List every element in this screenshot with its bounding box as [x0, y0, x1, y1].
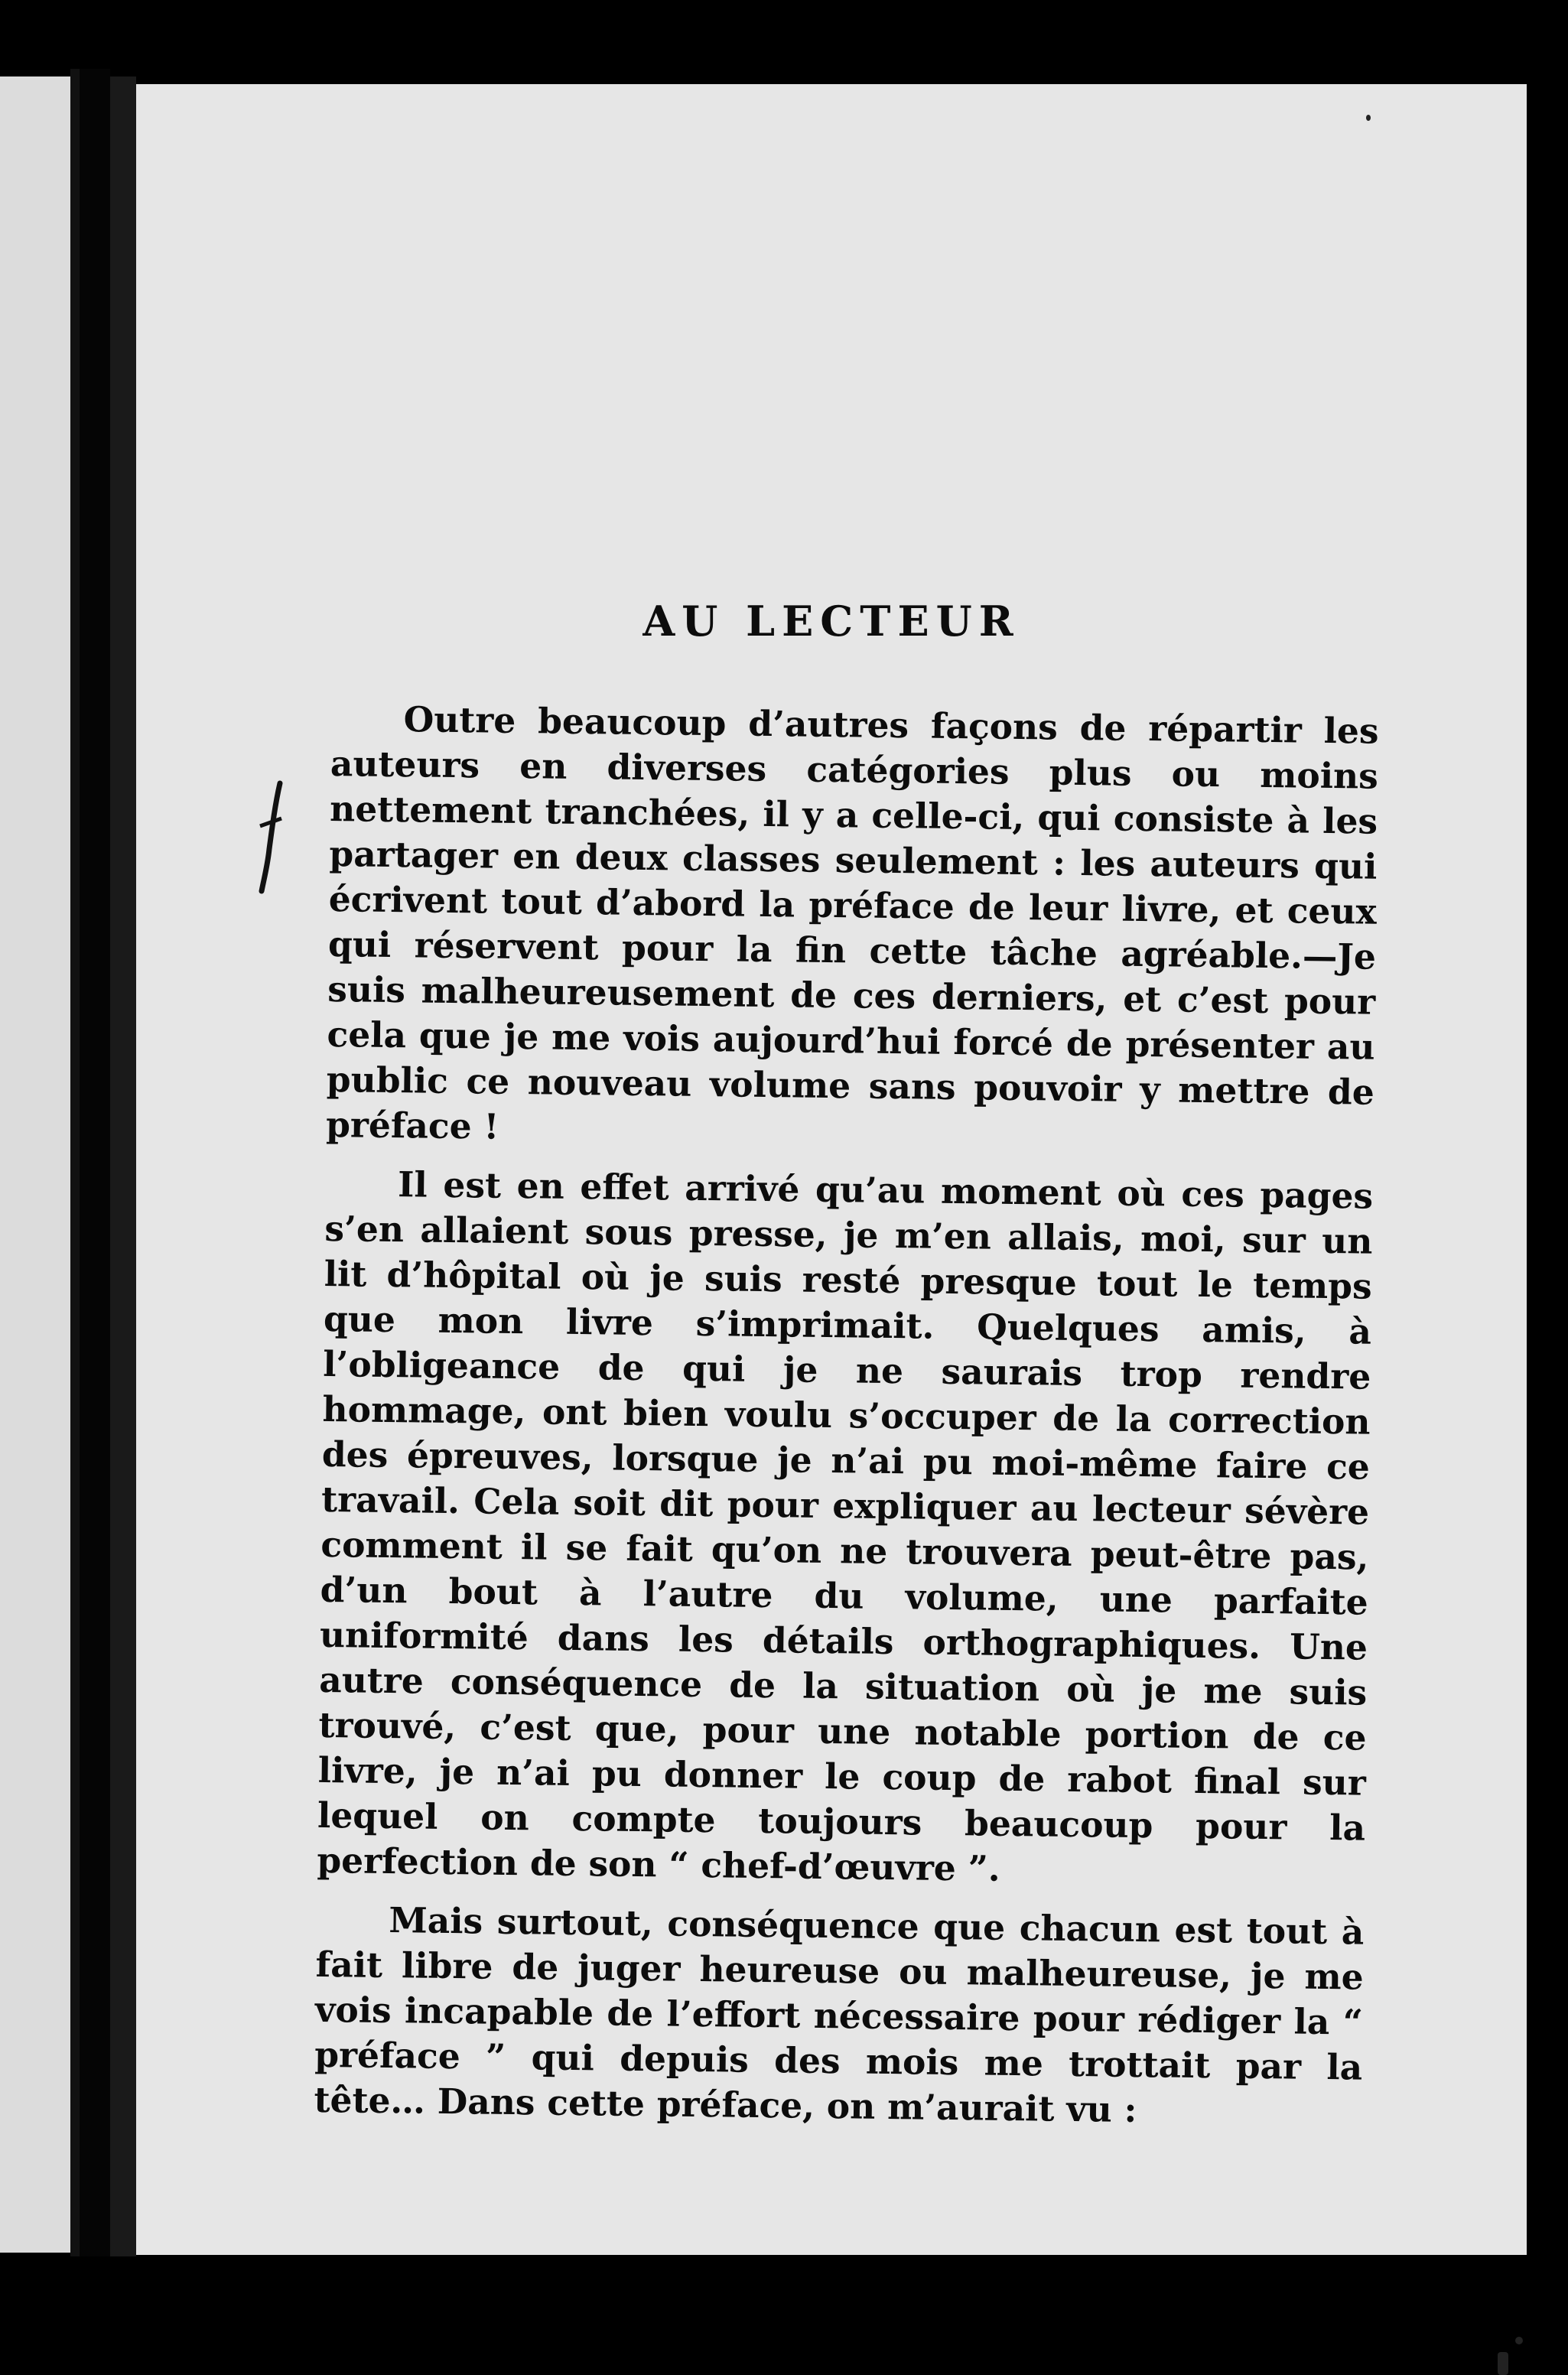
ink-speck [1515, 2337, 1523, 2344]
binding-gutter [80, 69, 110, 2256]
paragraph-1: Outre beaucoup d’autres façons de répartir les auteurs en diverses catégories plus ou moins nettement tranchées, il y a celle-ci, qui consiste à les partager en deux classes seulement : les auteurs qui écrivent tout d’abord la préface de leur livre, et ceux qui réservent pour la fin cette tâche agréable.—Je suis malheureusement de ces derniers, et c’est pour cela que je me vois aujourd’hui forcé de présenter au public ce nouveau volume sans pouvoir y mettre de préface ! [325, 698, 1379, 1147]
adjacent-page-edge [0, 76, 70, 2253]
book-page [136, 84, 1527, 2255]
ink-speck [1498, 2352, 1508, 2375]
paragraph-3: Mais surtout, conséquence que chacun est tout à fait libre de juger heureuse ou malheureuse, je me vois incapable de l’effort nécessaire pour rédiger la “ préface ” qui depuis des mois me trottait par la tête… Dans cette préface, on m’aurait vu : [314, 1899, 1365, 2131]
paragraph-2: Il est en effet arrivé qu’au moment où ces pages s’en allaient sous presse, je m’en allais, moi, sur un lit d’hôpital où je suis resté presque tout le temps que mon livre s’imprimait. Quelques amis, à l’obligeance de qui je ne saurais trop rendre hommage, ont bien voulu s’occuper de la correction des épreuves, lorsque je n’ai pu moi-même faire ce travail. Cela soit dit pour expliquer au lecteur sévère comment il se fait qu’on ne trouvera peut-être pas, d’un bout à l’autre du volume, une parfaite uniformité dans les détails orthographiques. Une autre conséquence de la situation où je me suis trouvé, c’est que, pour une notable portion de ce livre, je n’ai pu donner le coup de rabot final sur lequel on compte toujours beaucoup pour la perfection de son “ chef-d’œuvre ”. [317, 1163, 1374, 1889]
margin-ink-mark [259, 780, 289, 895]
ink-speck [1366, 115, 1371, 121]
body-text [314, 696, 1379, 2149]
page-title: AU LECTEUR [642, 597, 1020, 646]
page-shadow [110, 76, 136, 2256]
page-edge-line [70, 69, 80, 2256]
